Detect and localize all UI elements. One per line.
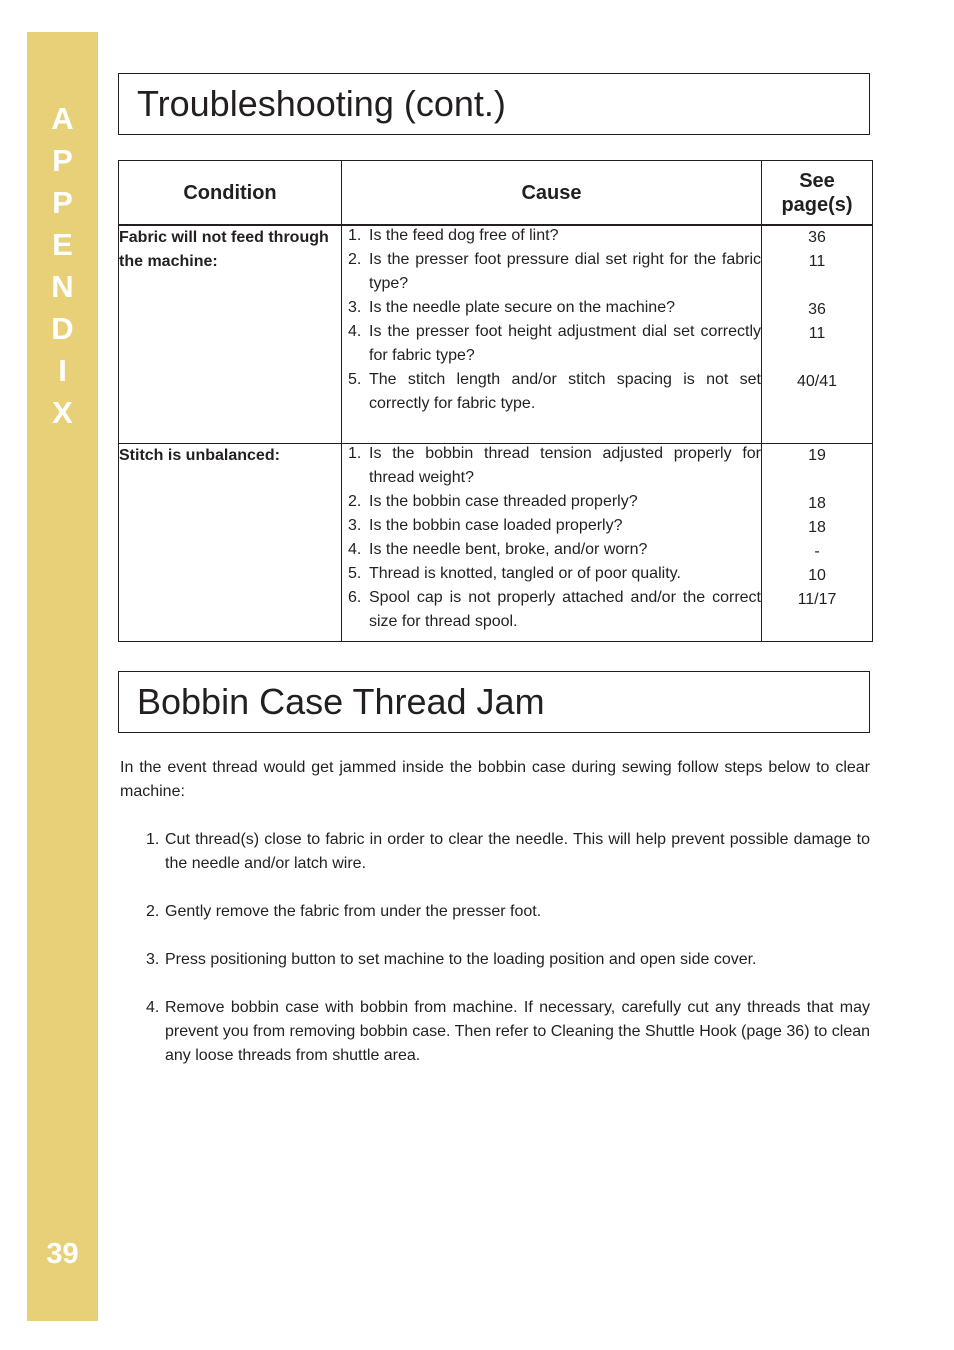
page-ref: 36	[808, 229, 826, 246]
cause-text: Is the presser foot height adjustment dial set correctly for fabric type?	[369, 323, 761, 364]
step-item	[120, 900, 870, 924]
pages-cell	[762, 443, 873, 641]
page-ref	[762, 274, 872, 298]
page-ref	[762, 346, 872, 370]
cause-text: Spool cap is not properly attached and/or the correct size for thread spool.	[369, 588, 761, 630]
header-see-pages-label: See page(s)	[781, 169, 853, 216]
page-ref: 36	[808, 301, 826, 318]
step-text: Remove bobbin case with bobbin from machine. If necessary, carefully cut any threads that may prevent you from removing bobbin case. Then refer to Cleaning the Shuttle Hook (page 36) to clean any loose threads from shuttle area.	[165, 999, 871, 1064]
header-cause: Cause	[342, 161, 762, 226]
cause-text: Is the needle plate secure on the machine?	[369, 299, 675, 316]
cause-item	[342, 538, 761, 562]
table-row	[119, 443, 873, 641]
cause-item	[342, 490, 761, 514]
cause-text: The stitch length and/or stitch spacing is not set correctly for fabric type.	[369, 371, 761, 412]
cause-item	[342, 442, 761, 490]
appendix-side-tab	[27, 32, 98, 1321]
cause-number: 2.	[348, 251, 362, 268]
page-ref: 10	[808, 566, 826, 584]
cause-item	[342, 562, 761, 586]
cause-item	[342, 248, 761, 296]
cause-text: Is the feed dog free of lint?	[369, 227, 559, 244]
troubleshooting-table	[118, 160, 873, 642]
cause-item	[342, 586, 761, 634]
header-condition: Condition	[119, 161, 342, 226]
cause-item	[342, 224, 761, 248]
cause-item	[342, 320, 761, 368]
cause-item	[342, 514, 761, 538]
appendix-letter: X	[52, 395, 73, 430]
cause-number: 2.	[348, 492, 362, 510]
step-number: 3.	[146, 951, 160, 968]
step-item	[120, 996, 870, 1068]
step-text: Gently remove the fabric from under the presser foot.	[165, 903, 542, 920]
cause-number: 1.	[348, 444, 362, 462]
condition-text: Stitch is unbalanced:	[119, 446, 280, 464]
cause-text: Thread is knotted, tangled or of poor quality.	[369, 564, 681, 582]
cause-number: 4.	[348, 540, 362, 558]
cause-list	[342, 224, 761, 416]
page-ref: 11	[808, 253, 826, 270]
appendix-letter: N	[51, 269, 74, 304]
bobbin-jam-intro: In the event thread would get jammed inside the bobbin case during sewing follow steps below to clear machine:	[120, 759, 870, 800]
cause-text: Is the bobbin case loaded properly?	[369, 516, 623, 534]
appendix-letter: E	[52, 227, 73, 262]
page-number: 39	[46, 1238, 79, 1270]
page-ref: 40/41	[796, 373, 838, 390]
cause-cell	[342, 443, 762, 641]
cause-cell	[342, 225, 762, 443]
bobbin-jam-title-box	[118, 671, 870, 733]
page-ref: 18	[808, 494, 826, 512]
cause-text: Is the presser foot pressure dial set right for the fabric type?	[369, 251, 761, 292]
troubleshooting-title-box	[118, 73, 870, 135]
appendix-letter: P	[52, 185, 73, 220]
page-ref: 18	[808, 518, 826, 536]
appendix-letter: D	[51, 311, 74, 346]
step-text: Cut thread(s) close to fabric in order to clear the needle. This will help prevent possible damage to the needle and/or latch wire.	[165, 831, 870, 872]
step-item	[120, 828, 870, 876]
troubleshooting-title: Troubleshooting (cont.)	[137, 83, 506, 124]
table-row	[119, 225, 873, 443]
step-item	[120, 948, 870, 972]
pages-cell	[762, 225, 873, 443]
cause-number: 3.	[348, 299, 362, 316]
cause-number: 6.	[348, 588, 362, 606]
condition-cell	[119, 225, 342, 443]
appendix-vertical-label	[27, 98, 98, 434]
appendix-letter: A	[51, 101, 74, 136]
condition-cell	[119, 443, 342, 641]
cause-list	[342, 442, 761, 634]
page-ref: 19	[808, 446, 826, 464]
cause-item	[342, 368, 761, 416]
cause-item	[342, 296, 761, 320]
condition-text: Fabric will not feed through the machine:	[119, 229, 329, 270]
page-ref	[762, 468, 872, 492]
step-number: 4.	[146, 999, 160, 1016]
step-text: Press positioning button to set machine to the loading position and open side cover.	[165, 951, 757, 968]
cause-number: 1.	[348, 227, 362, 244]
table-header-row	[119, 161, 873, 226]
cause-text: Is the needle bent, broke, and/or worn?	[369, 540, 648, 558]
cause-number: 5.	[348, 564, 362, 582]
cause-text: Is the bobbin thread tension adjusted properly for thread weight?	[369, 444, 761, 486]
appendix-letter: I	[58, 353, 67, 388]
header-see-pages	[762, 161, 873, 226]
step-number: 1.	[146, 831, 160, 848]
step-number: 2.	[146, 903, 160, 920]
appendix-letter: P	[52, 143, 73, 178]
cause-number: 4.	[348, 323, 362, 340]
page-ref: 11	[808, 325, 826, 342]
bobbin-jam-steps	[120, 828, 870, 1092]
cause-number: 3.	[348, 516, 362, 534]
cause-text: Is the bobbin case threaded properly?	[369, 492, 638, 510]
cause-number: 5.	[348, 371, 362, 388]
page-ref: 11/17	[797, 590, 837, 608]
page-ref: -	[814, 542, 820, 560]
bobbin-jam-title: Bobbin Case Thread Jam	[137, 681, 545, 722]
